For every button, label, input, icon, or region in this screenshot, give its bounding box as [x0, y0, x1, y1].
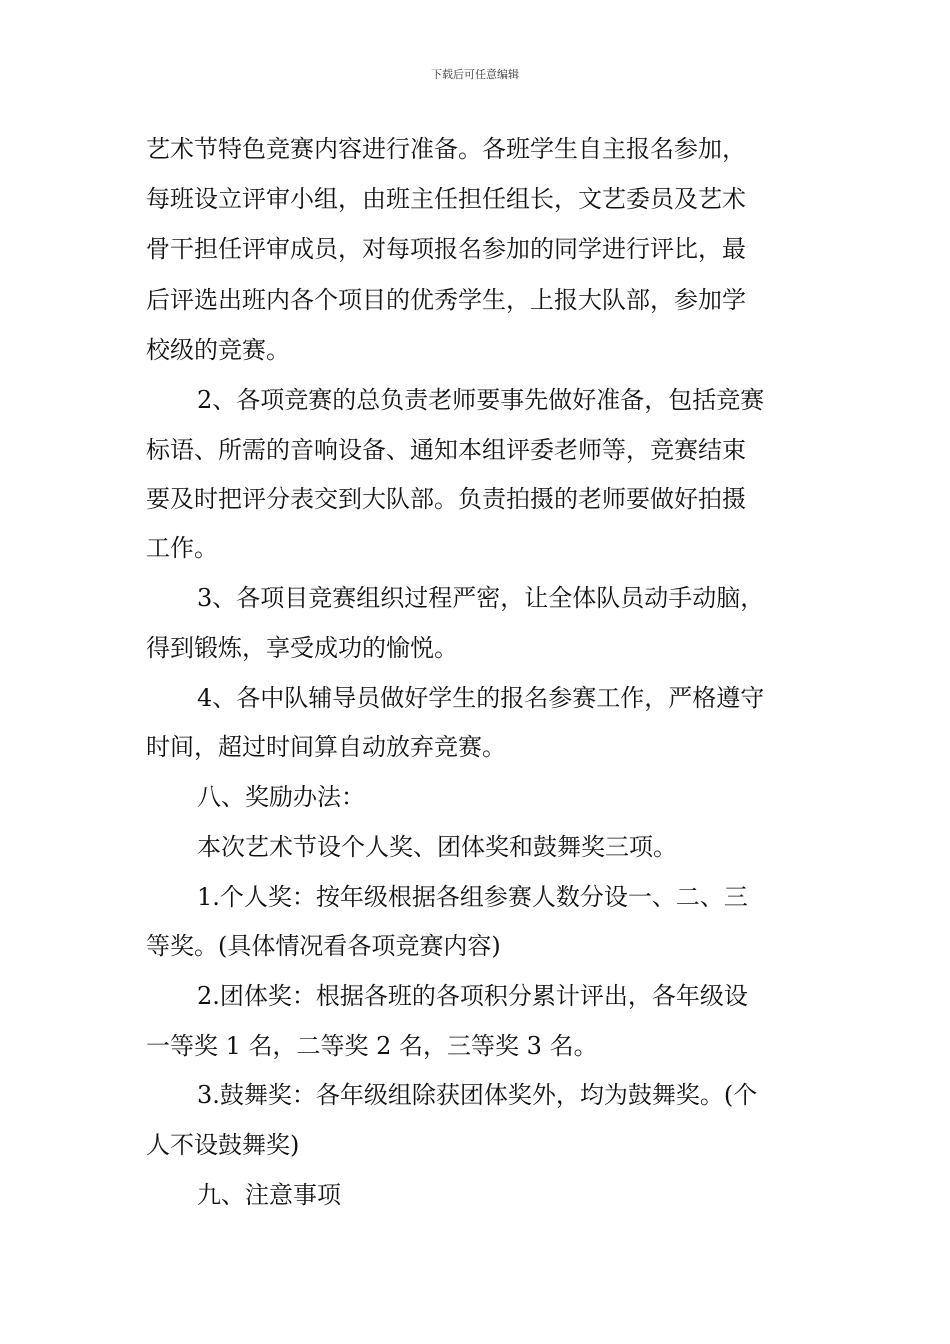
paragraph-first-line: 2、各项竞赛的总负责老师要事先做好准备，包括竞赛: [197, 386, 765, 414]
body-line: 一等奖 1 名，二等奖 2 名，三等奖 3 名。: [146, 1032, 598, 1060]
body-line: 标语、所需的音响设备、通知本组评委老师等，竞赛结束: [146, 436, 746, 464]
page-header: 下载后可任意编辑: [431, 68, 519, 81]
body-line: 要及时把评分表交到大队部。负责拍摄的老师要做好拍摄: [146, 485, 746, 513]
body-line: 校级的竞赛。: [146, 336, 290, 364]
paragraph-first-line: 3、各项目竞赛组织过程严密，让全体队员动手动脑，: [197, 584, 765, 612]
body-line: 工作。: [146, 534, 218, 562]
paragraph-first-line: 2.团体奖：根据各班的各项积分累计评出，各年级设: [197, 982, 748, 1010]
body-line: 骨干担任评审成员，对每项报名参加的同学进行评比，最: [146, 235, 746, 263]
body-line: 艺术节特色竞赛内容进行准备。各班学生自主报名参加，: [146, 135, 746, 163]
paragraph-first-line: 3.鼓舞奖：各年级组除获团体奖外，均为鼓舞奖。(个: [197, 1081, 758, 1109]
paragraph-first-line: 本次艺术节设个人奖、团体奖和鼓舞奖三项。: [197, 833, 677, 861]
body-line: 得到锻炼，享受成功的愉悦。: [146, 634, 458, 662]
section-heading: 九、注意事项: [197, 1181, 341, 1209]
body-line: 人不设鼓舞奖): [146, 1131, 300, 1159]
body-line: 等奖。(具体情况看各项竞赛内容): [146, 932, 501, 960]
section-heading: 八、奖励办法：: [197, 783, 365, 811]
body-line: 每班设立评审小组，由班主任担任组长，文艺委员及艺术: [146, 185, 746, 213]
paragraph-first-line: 1.个人奖：按年级根据各组参赛人数分设一、二、三: [197, 883, 748, 911]
body-line: 时间，超过时间算自动放弃竞赛。: [146, 733, 506, 761]
body-line: 后评选出班内各个项目的优秀学生，上报大队部，参加学: [146, 286, 746, 314]
paragraph-first-line: 4、各中队辅导员做好学生的报名参赛工作，严格遵守: [197, 684, 765, 712]
